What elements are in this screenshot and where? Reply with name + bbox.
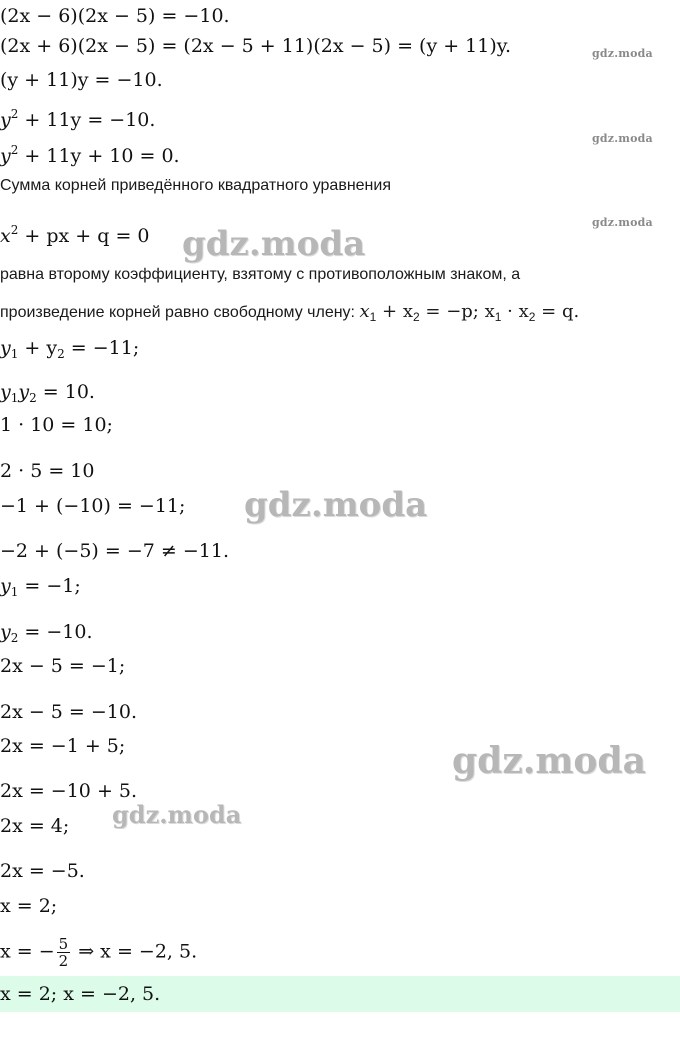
math-var: y (0, 621, 11, 643)
watermark-logo: gdz.moda (452, 740, 646, 782)
math-rest: = −11; (64, 337, 140, 359)
math-rest: x = − (0, 940, 55, 963)
math-sub: 2 (10, 631, 19, 645)
equation-line (0, 138, 180, 168)
equation-line (0, 218, 150, 248)
math-part: = q. (535, 301, 580, 322)
explanation-text: Сумма корней приведённого квадратного уравнения (0, 177, 391, 194)
math-part: · x (501, 301, 529, 322)
equation-line: −2 + (−5) = −7 ≠ −11. (0, 540, 229, 562)
equation-line: (y + 11)y = −10. (0, 69, 163, 91)
equation-line: (2x + 6)(2x − 5) = (2x − 5 + 11)(2x − 5) = (y + 11)y. (0, 35, 512, 57)
math-rest: ⇒ x = −2, 5. (72, 940, 198, 963)
math-rest: + 11y = −10. (18, 109, 156, 131)
math-rest: + 11y + 10 = 0. (18, 145, 180, 167)
math-var: y (0, 109, 11, 131)
math-rest: = −1; (18, 575, 81, 597)
math-var: x (0, 225, 11, 247)
equation-line: 2 · 5 = 10 (0, 460, 95, 482)
watermark-logo-small: gdz.moda (592, 132, 653, 145)
math-rest: = 10. (36, 381, 95, 403)
math-part: x (359, 301, 370, 322)
equation-line (0, 620, 93, 650)
equation-line: x = 2; (0, 895, 58, 917)
explanation-text (0, 301, 579, 328)
watermark-logo-small: gdz.moda (592, 216, 653, 229)
math-sub: 1 (369, 310, 377, 324)
math-sub: 2 (29, 391, 37, 405)
math-part: + x (376, 301, 413, 322)
explanation-part: произведение корней равно свободному члену: (0, 304, 360, 321)
fraction-numerator: 5 (58, 935, 69, 953)
equation-line (0, 574, 81, 604)
math-sub: 1 (10, 347, 19, 361)
math-var: y (18, 381, 30, 403)
watermark-logo: gdz.moda (244, 485, 428, 525)
math-rest: + px + q = 0 (18, 225, 150, 247)
math-sup: 2 (10, 107, 19, 121)
math-var: y (0, 145, 11, 167)
math-sub: 1 (494, 310, 502, 324)
equation-line: 2x − 5 = −1; (0, 655, 126, 677)
equation-line: 2x = −1 + 5; (0, 735, 126, 757)
equation-line: 2x = −10 + 5. (0, 780, 138, 802)
equation-line (0, 102, 155, 132)
watermark-logo-small: gdz.moda (592, 47, 653, 60)
math-var: y (0, 337, 11, 359)
math-var: y (0, 381, 11, 403)
equation-line (0, 380, 95, 410)
final-answer: x = 2; x = −2, 5. (0, 983, 161, 1005)
equation-line (0, 336, 139, 366)
math-part: = −p; x (419, 301, 495, 322)
math-sup: 2 (10, 143, 19, 157)
equation-line: 1 · 10 = 10; (0, 414, 113, 436)
math-sup: 2 (10, 223, 19, 237)
math-sub: 2 (57, 347, 65, 361)
equation-line: 2x − 5 = −10. (0, 701, 138, 723)
math-rest: = −10. (18, 621, 93, 643)
equation-line: −1 + (−10) = −11; (0, 495, 186, 517)
equation-line (0, 936, 197, 969)
equation-line: 2x = 4; (0, 815, 70, 837)
math-sub: 1 (10, 585, 19, 599)
fraction-denominator: 2 (58, 952, 69, 970)
watermark-logo: gdz.moda (112, 800, 242, 829)
math-var: y (0, 575, 11, 597)
math-sub: 1 (10, 391, 19, 405)
math-sub: 2 (528, 310, 536, 324)
math-sub: 2 (412, 310, 420, 324)
equation-line: 2x = −5. (0, 860, 85, 882)
fraction (57, 936, 71, 969)
explanation-text: равна второму коэффициенту, взятому с противоположным знаком, а (0, 266, 521, 283)
equation-line: (2x − 6)(2x − 5) = −10. (0, 5, 230, 27)
watermark-logo: gdz.moda (182, 224, 366, 264)
math-rest: + y (18, 337, 58, 359)
